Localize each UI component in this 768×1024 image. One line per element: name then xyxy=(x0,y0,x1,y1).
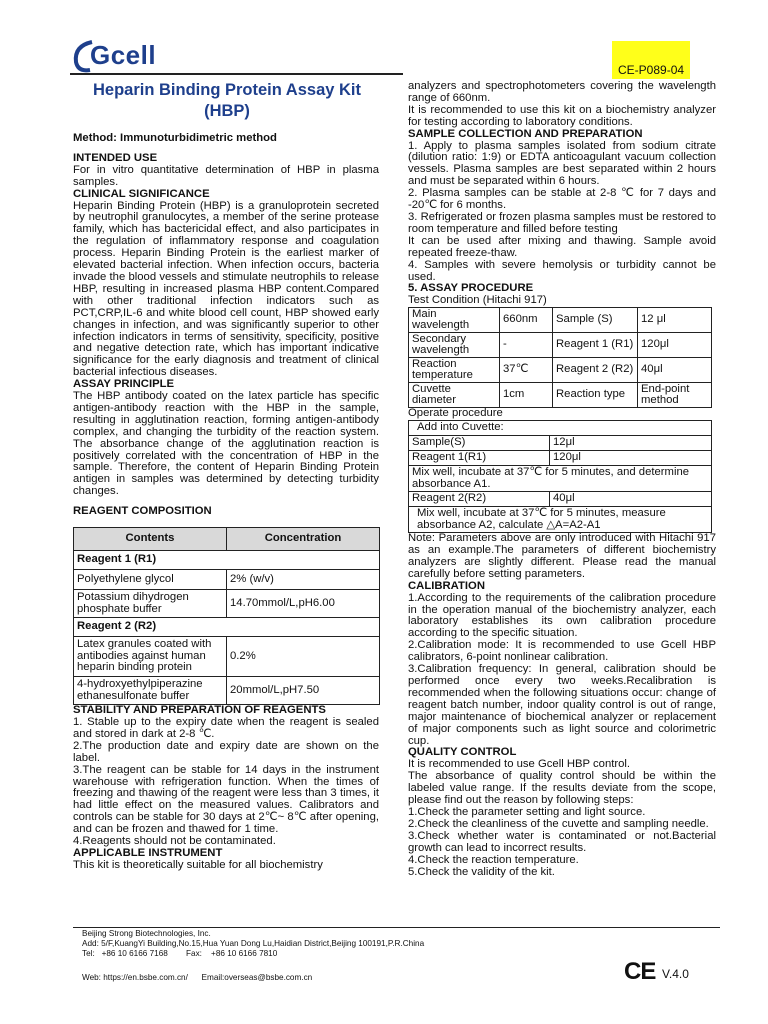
principle-text: The HBP antibody coated on the latex particle has specific antigen-antibody reaction with the HBP in the sample, resulting in agglutination reaction, forming antigen-antibody complex, and changing the turbidity of the reaction system. The absorbance change of the agglutination reaction is positively correlated with the concentration of HBP in the sample. Therefore, the content of Heparin Binding Protein antigen in samples was determined by detecting turbidity changes. xyxy=(73,390,379,498)
table-cell: 40μl xyxy=(638,358,712,383)
table-cell: 2% (w/v) xyxy=(227,570,380,590)
qc-heading: QUALITY CONTROL xyxy=(408,746,517,759)
table-row xyxy=(409,308,712,333)
operate-table xyxy=(408,420,712,533)
stability-text-1: 1. Stable up to the expiry date when the reagent is sealed and stored in dark at 2-8 ℃. xyxy=(73,716,379,740)
sample-heading: SAMPLE COLLECTION AND PREPARATION xyxy=(408,127,643,140)
reagent-heading: REAGENT COMPOSITION xyxy=(73,505,212,518)
title-line-2: (HBP) xyxy=(204,102,250,120)
table-cell: Reaction type xyxy=(553,383,638,408)
table-cell: 14.70mmol/L,pH6.00 xyxy=(227,590,380,618)
clinical-heading: CLINICAL SIGNIFICANCE xyxy=(73,187,210,200)
table-row xyxy=(409,507,712,533)
table-cell: Reagent 2(R2) xyxy=(409,492,550,507)
table-header: Contents xyxy=(74,528,227,551)
table-cell: 12μl xyxy=(550,436,712,451)
table-cell: 20mmol/L,pH7.50 xyxy=(227,677,380,705)
qc-step-4: 4.Check the reaction temperature. xyxy=(408,853,579,866)
table-cell: Potassium dihydrogen phosphate buffer xyxy=(74,590,227,618)
instrument-recommendation: It is recommended to use this kit on a biochemistry analyzer for testing according to laboratory conditions. xyxy=(408,103,716,128)
footer-address: Add: 5/F,KuangYi Building,No.15,Hua Yuan Dong Lu,Haidian District,Beijing 100191,P.R.China xyxy=(82,939,425,948)
table-row xyxy=(409,492,712,507)
right-column xyxy=(408,81,716,878)
version-label: V.4.0 xyxy=(662,967,689,981)
table-header: Concentration xyxy=(227,528,380,551)
document-code-box xyxy=(612,41,690,79)
instrument-heading: APPLICABLE INSTRUMENT xyxy=(73,846,223,859)
table-row xyxy=(409,383,712,408)
table-cell: Reagent 1 (R1) xyxy=(553,333,638,358)
calibration-heading: CALIBRATION xyxy=(408,579,485,592)
calibration-text-1: 1.According to the requirements of the calibration procedure in the operation manual of the biochemistry analyzer, each laboratory establishes its own calibration procedure according to the specific situation. xyxy=(408,591,716,640)
table-row xyxy=(74,590,380,618)
footer-company: Beijing Strong Biotechnologies, Inc. xyxy=(82,929,211,938)
table-cell: 0.2% xyxy=(227,637,380,677)
table-cell: 120μl xyxy=(638,333,712,358)
intended-use-text: For in vitro quantitative determination of HBP in plasma samples. xyxy=(73,163,379,188)
calibration-text-2: 2.Calibration mode: It is recommended to use Gcell HBP calibrators, 6-point nonlinear calibration. xyxy=(408,639,716,664)
table-cell: Sample(S) xyxy=(409,436,550,451)
table-cell: - xyxy=(500,333,553,358)
table-cell: Reagent 2 (R2) xyxy=(553,358,638,383)
document-code: CE-P089-04 xyxy=(618,63,685,77)
calibration-text-3: 3.Calibration frequency: In general, calibration should be performed once every two weeks.Recalibration is recommended when the following situations occur: change of reagent batch number, indoor quality control is out of range, major maintenance of biochemical analyzer or replacement of major components such as light source and colorimetric cup. xyxy=(408,663,716,747)
stability-text-3: 3.The reagent can be stable for 14 days in the instrument warehouse with refrigeration function. When the times of freezing and thawing of the reagent were less than 3 times, it had little effect on the measured values. Calibrators and controls can be stable for 30 days at 2℃~ 8℃ after opening, and can be frozen and thawed for 1 time. xyxy=(73,763,379,836)
table-header-row xyxy=(74,528,380,551)
table-cell: Reaction temperature xyxy=(409,358,500,383)
table-row xyxy=(74,677,380,705)
page-title xyxy=(72,80,382,122)
left-column xyxy=(73,133,379,872)
table-row xyxy=(74,618,380,637)
operate-heading: Operate procedure xyxy=(408,407,503,420)
header-divider xyxy=(70,73,403,75)
qc-step-3: 3.Check whether water is contaminated or not.Bacterial growth can lead to incorrect results. xyxy=(408,829,716,854)
reagent2-title: Reagent 2 (R2) xyxy=(74,618,380,637)
sample-text-2: 2. Plasma samples can be stable at 2-8 ℃ for 7 days and -20℃ for 6 months. xyxy=(408,187,716,212)
clinical-text: Heparin Binding Protein (HBP) is a granuloprotein secreted by neutrophil granulocytes, a member of the serine protease family, which has bactericidal effect, and also participates in the regulation of inflammatory response and coagulation process. Heparin Binding Protein is the earliest marker of elevated bacterial infection. When infection occurs, bacteria invade the blood vessels and stimulate neutrophils to release HBP, resulting in increased plasma HBP content.Compared with other traditional infection indicators such as PCT,CRP,IL-6 and white blood cell count, HBP showed early changes in infection, and was significantly superior to other infection indicators in terms of sensitivity, specificity, positive and negative detection rate, which has important indicative significance for the early diagnosis and treatment of clinical bacterial infectious diseases. xyxy=(73,199,379,379)
qc-step-5: 5.Check the validity of the kit. xyxy=(408,865,555,878)
table-cell: 40μl xyxy=(550,492,712,507)
table-cell: Latex granules coated with antibodies against human heparin binding protein xyxy=(74,637,227,677)
sample-text-4: 4. Samples with severe hemolysis or turbidity cannot be used. xyxy=(408,258,716,283)
table-row xyxy=(409,436,712,451)
instrument-text: This kit is theoretically suitable for all biochemistry xyxy=(73,858,323,871)
qc-step-1: 1.Check the parameter setting and light source. xyxy=(408,805,646,818)
intended-use-heading: INTENDED USE xyxy=(73,151,158,164)
sample-text-3: 3. Refrigerated or frozen plasma samples must be restored to room temperature and filled before testing xyxy=(408,210,716,235)
table-cell: Secondary wavelength xyxy=(409,333,500,358)
test-condition-label: Test Condition (Hitachi 917) xyxy=(408,294,547,307)
table-cell: 660nm xyxy=(500,308,553,333)
company-logo xyxy=(70,36,180,76)
sample-text-1: 1. Apply to plasma samples isolated from sodium citrate (dilution ratio: 1:9) or EDTA anticoagulant vacuum collection vessels. Plasma samples are best separated within 2 hours and must be separated within 6 hours. xyxy=(408,139,716,188)
table-cell: Polyethylene glycol xyxy=(74,570,227,590)
logo-text: Gcell xyxy=(90,40,157,70)
stability-text-4: 4.Reagents should not be contaminated. xyxy=(73,835,276,848)
stability-text-2: 2.The production date and expiry date are shown on the label. xyxy=(73,739,379,764)
table-cell: Cuvette diameter xyxy=(409,383,500,408)
qc-step-2: 2.Check the cleanliness of the cuvette and sampling needle. xyxy=(408,817,709,830)
table-row xyxy=(74,570,380,590)
ce-mark-icon: CE xyxy=(624,958,656,985)
table-cell: 37℃ xyxy=(500,358,553,383)
assay-heading: 5. ASSAY PROCEDURE xyxy=(408,282,534,295)
stability-heading: STABILITY AND PREPARATION OF REAGENTS xyxy=(73,704,326,717)
table-row xyxy=(409,333,712,358)
table-cell: 120μl xyxy=(550,451,712,466)
table-cell: Reagent 1(R1) xyxy=(409,451,550,466)
table-cell: 12 μl xyxy=(638,308,712,333)
table-row xyxy=(409,451,712,466)
table-row xyxy=(74,551,380,570)
table-cell: 4-hydroxyethylpiperazine ethanesulfonate buffer xyxy=(74,677,227,705)
qc-text-2: The absorbance of quality control should be within the labeled value range. If the results deviate from the scope, please find out the reason by following steps: xyxy=(408,770,716,807)
table-cell: Mix well, incubate at 37℃ for 5 minutes, measure absorbance A2, calculate △A=A2-A1 xyxy=(409,507,712,533)
table-row xyxy=(409,358,712,383)
table-cell: Sample (S) xyxy=(553,308,638,333)
qc-text-1: It is recommended to use Gcell HBP control. xyxy=(408,758,631,771)
footer-tel: Tel: +86 10 6166 7168 Fax: +86 10 6166 7810 xyxy=(82,949,278,958)
table-cell: 1cm xyxy=(500,383,553,408)
footer-contact xyxy=(82,929,424,959)
footer-web: Web: https://en.bsbe.com.cn/ Email:overseas@bsbe.com.cn xyxy=(82,973,313,982)
instrument-continued: analyzers and spectrophotometers covering the wavelength range of 660nm. xyxy=(408,80,716,104)
table-cell: Mix well, incubate at 37℃ for 5 minutes, and determine absorbance A1. xyxy=(409,466,712,492)
reagent1-title: Reagent 1 (R1) xyxy=(74,551,380,570)
note-text: Note: Parameters above are only introduced with Hitachi 917 as an example.The parameters of different biochemistry analyzers are slightly different. Please read the manual carefully before setting parameters. xyxy=(408,532,716,580)
table-cell: End-point method xyxy=(638,383,712,408)
reagent-table xyxy=(73,527,380,705)
table-row xyxy=(409,421,712,436)
method-line: Method: Immunoturbidimetric method xyxy=(73,132,277,144)
table-row xyxy=(409,466,712,492)
table-cell: Add into Cuvette: xyxy=(409,421,712,436)
sample-text-3b: It can be used after mixing and thawing. Sample avoid repeated freeze-thaw. xyxy=(408,234,716,259)
title-line-1: Heparin Binding Protein Assay Kit xyxy=(92,81,361,99)
footer-divider xyxy=(73,927,720,928)
table-row xyxy=(74,637,380,677)
table-cell: Main wavelength xyxy=(409,308,500,333)
test-condition-table xyxy=(408,307,712,408)
principle-heading: ASSAY PRINCIPLE xyxy=(73,378,175,391)
